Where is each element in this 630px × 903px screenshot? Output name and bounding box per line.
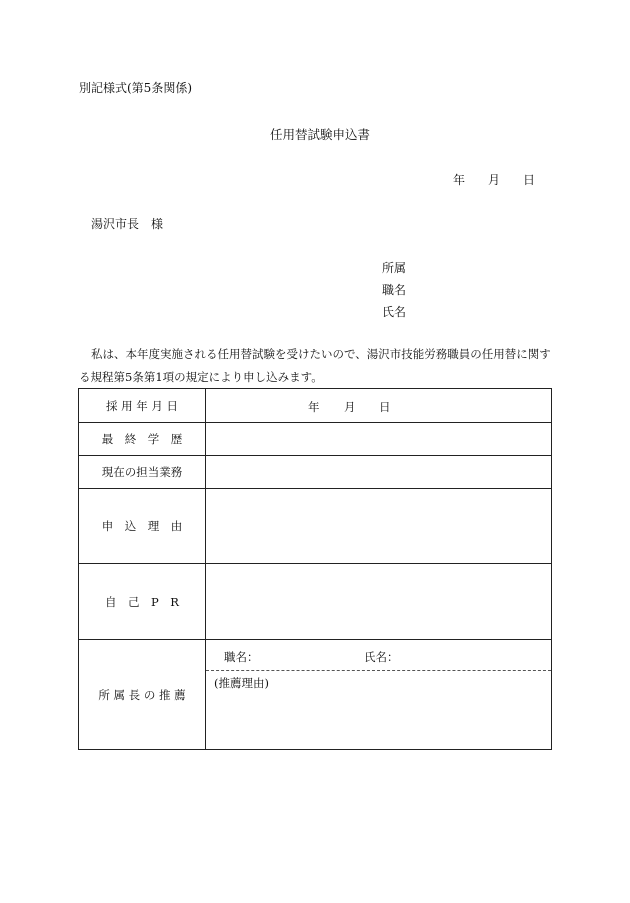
date-year: 年 (453, 173, 466, 187)
hire-date-label: 採 用 年 月 日 (79, 389, 206, 423)
education-label: 最 終 学 歴 (79, 423, 206, 456)
self-pr-field[interactable] (206, 564, 552, 640)
hire-date-year: 年 (308, 400, 320, 414)
intro-paragraph: 私は、本年度実施される任用替試験を受けたいので、湯沢市技能労務職員の任用替に関する規程第5条第1項の規定により申し込みます。 (79, 347, 551, 384)
addressee: 湯沢市長 様 (91, 217, 164, 231)
recommendation-label: 所 属 長 の 推 薦 (79, 640, 206, 750)
hire-date-month: 月 (344, 400, 356, 414)
affiliation-label: 所属 (382, 261, 407, 275)
row-hire-date (79, 389, 552, 423)
recommendation-reason-field[interactable] (206, 671, 551, 749)
reason-field[interactable] (206, 489, 552, 564)
recommender-info (206, 640, 551, 671)
row-recommendation (79, 640, 552, 750)
row-education (79, 423, 552, 456)
hire-date-day: 日 (379, 400, 391, 414)
hire-date-field[interactable] (206, 389, 552, 423)
row-self-pr (79, 564, 552, 640)
recommendation-reason-label: (推薦理由) (214, 676, 269, 690)
row-reason (79, 489, 552, 564)
recommendation-cell (206, 640, 552, 750)
current-duties-label: 現在の担当業務 (79, 456, 206, 489)
current-duties-field[interactable] (206, 456, 552, 489)
row-current-duties (79, 456, 552, 489)
position-label: 職名 (382, 283, 407, 297)
recommender-name-label: 氏名： (364, 650, 399, 664)
name-label: 氏名 (382, 305, 407, 319)
form-reference: 別記様式(第5条関係) (79, 81, 192, 95)
date-month: 月 (488, 173, 501, 187)
education-field[interactable] (206, 423, 552, 456)
document-title: 任用替試験申込書 (270, 127, 371, 142)
date-day: 日 (523, 173, 536, 187)
reason-label: 申 込 理 由 (79, 489, 206, 564)
application-table (78, 388, 552, 750)
self-pr-label: 自 己 P R (79, 564, 206, 640)
recommender-position-label: 職名： (224, 650, 259, 664)
